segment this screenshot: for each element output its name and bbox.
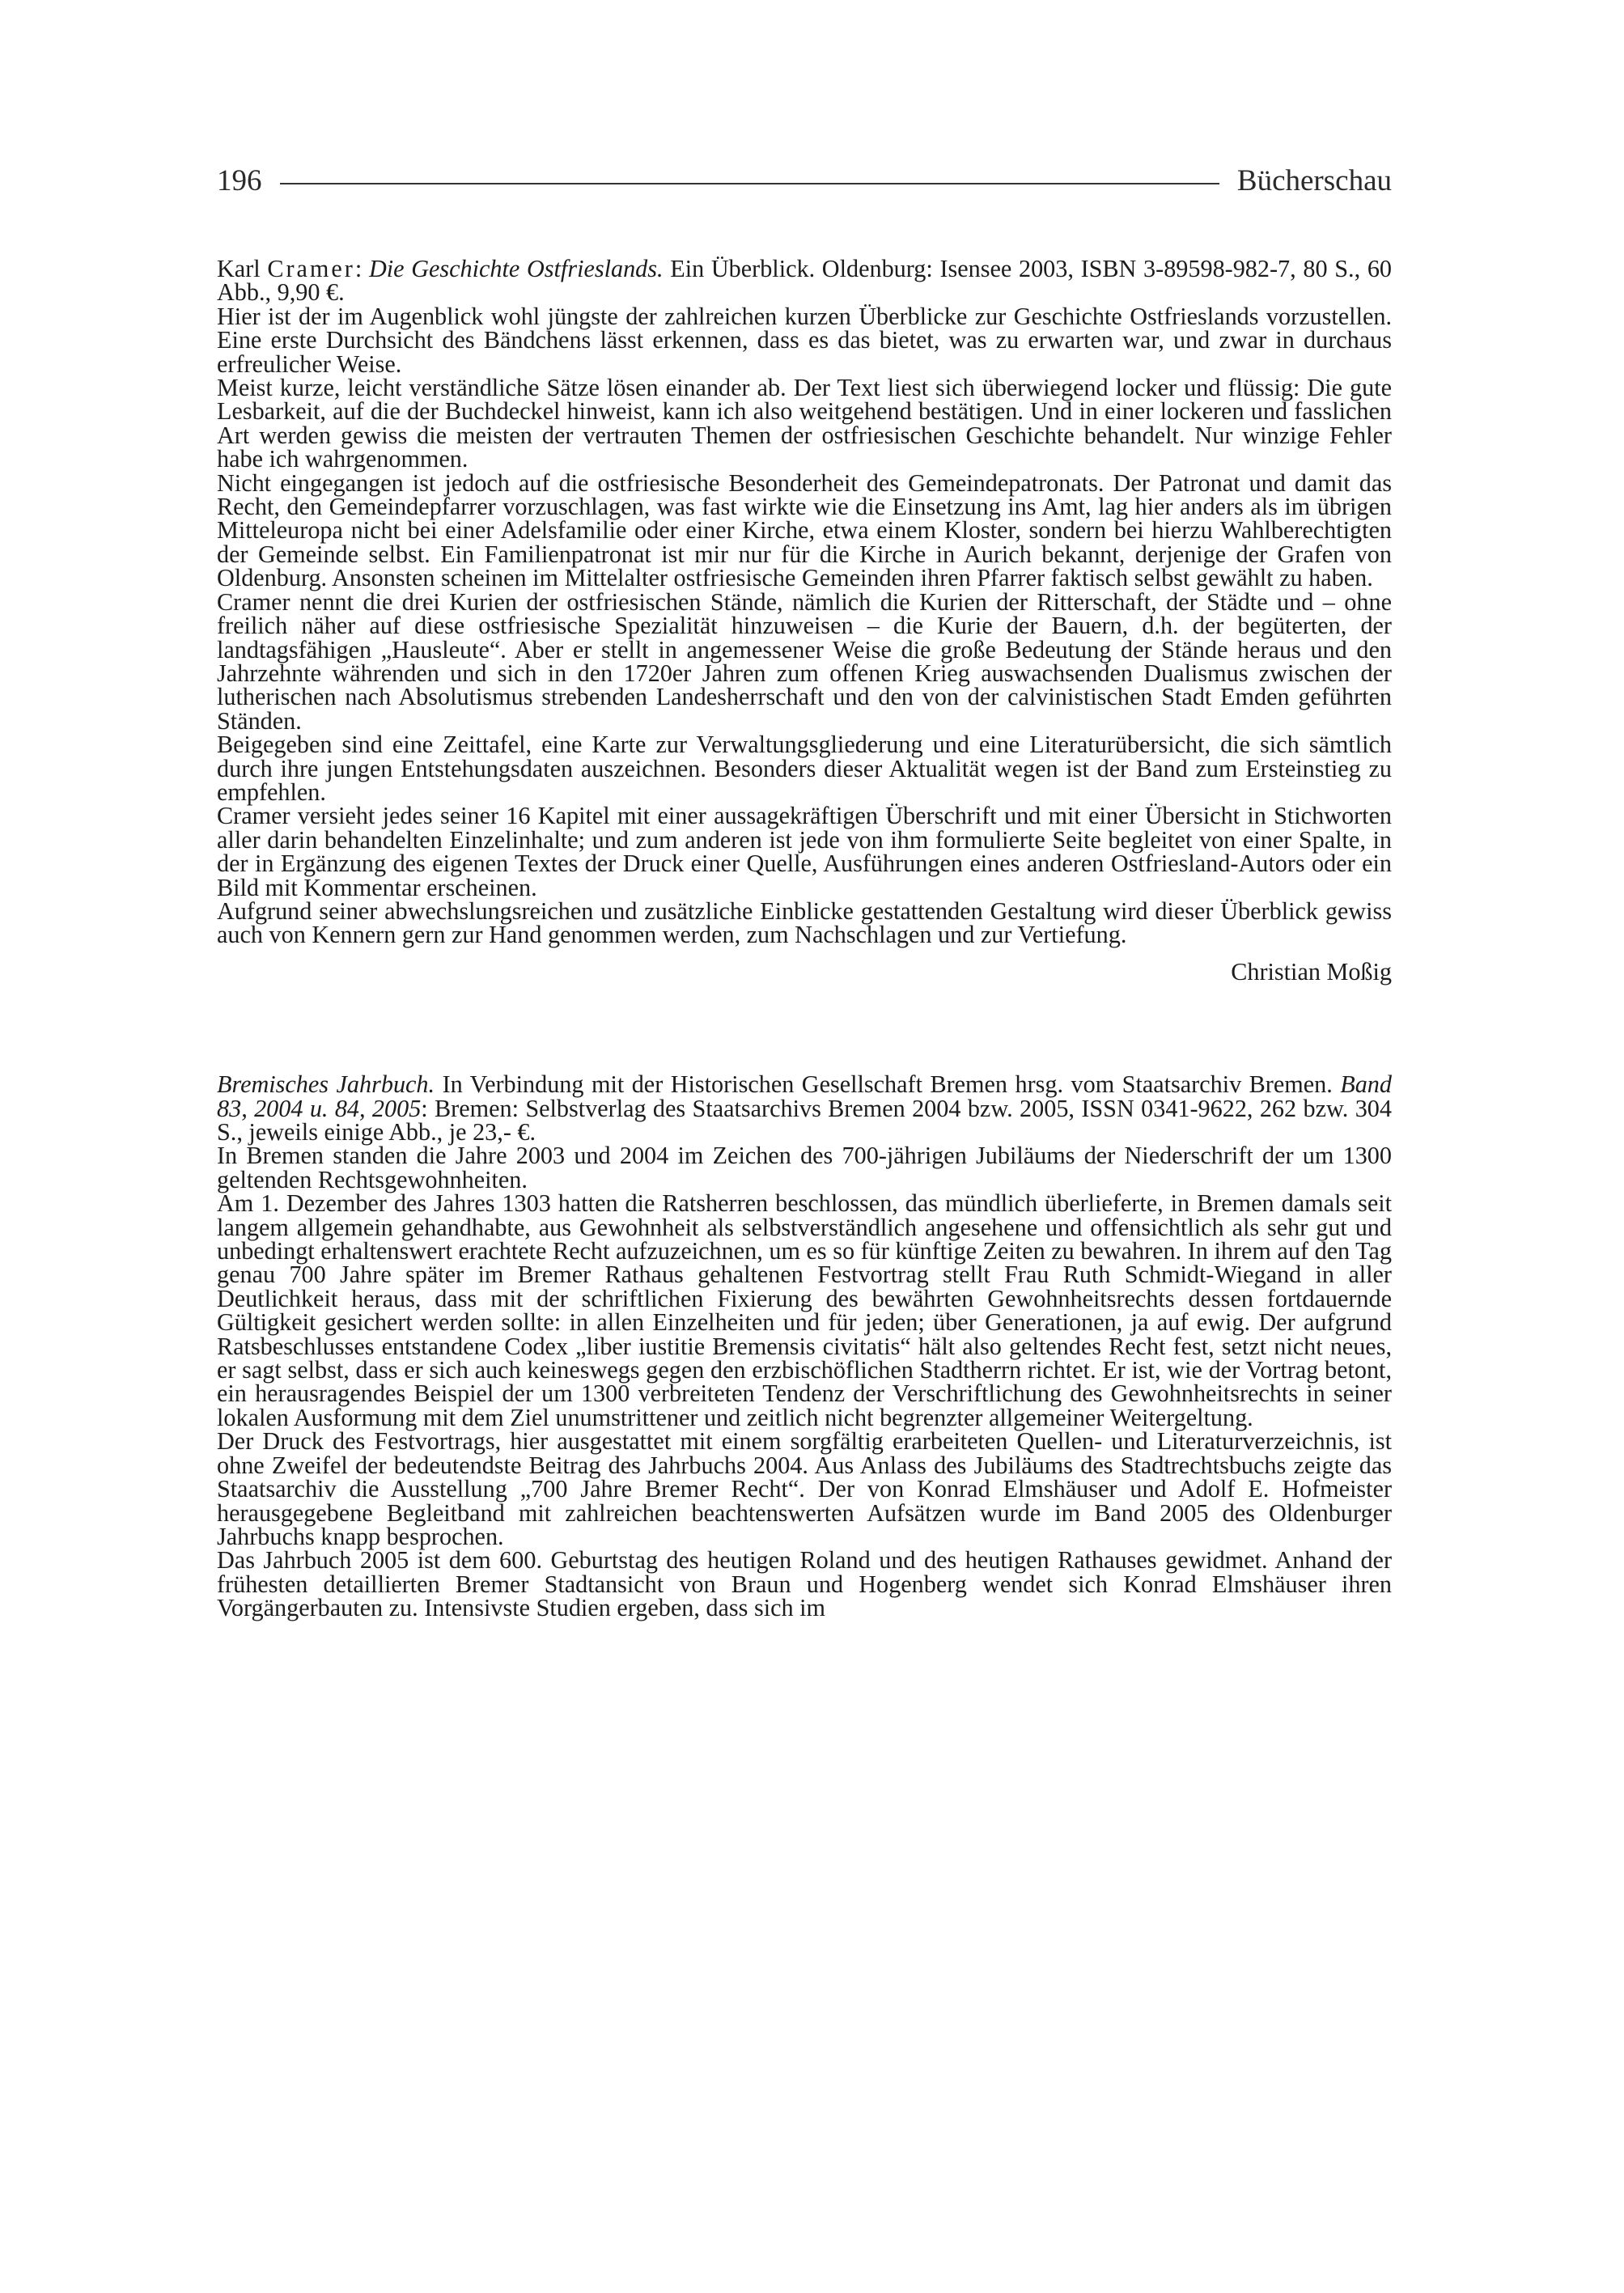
volume-info: Band 83, 2004 u. 84, 2005 [217,1070,1392,1122]
page-body [217,257,1392,1621]
review-bremisches-jahrbuch [217,1070,1392,1622]
header-rule [280,183,1219,184]
review-paragraph: Am 1. Dezember des Jahres 1303 hatten die Ratsherren beschlossen, das mündlich überlieferte, in Bremen damals seit langem allgemein gehandhabte, aus Gewohnheit als selbstverständlich angesehene und offensichtlich als sehr gut und unbedingt erhaltenswert erachtete Recht aufzuzeichnen, um es so für künftige Zeiten zu bewahren. In ihrem auf den Tag genau 700 Jahre später im Bremer Rathaus gehaltenen Festvortrag stellt Frau Ruth Schmidt-Wiegand in aller Deutlichkeit heraus, dass mit der schriftlichen Fixierung des bewährten Gewohnheitsrechts dessen fortdauernde Gültigkeit gesichert werden sollte: in allen Einzelheiten und für jeden; über Generationen, ja auf ewig. Der aufgrund Ratsbeschlusses entstandene Codex „liber iustitie Bremensis civitatis“ hält also geltendes Recht fest, setzt nicht neues, er sagt selbst, dass er sich auch keineswegs gegen den erzbischöflichen Stadtherrn richtet. Er ist, wie der Vortrag betont, ein herausragendes Beispiel der um 1300 verbreiteten Tendenz der Verschriftlichung des Gewohnheitsrechts in seiner lokalen Ausformung mit dem Ziel unumstrittener und zeitlich nicht begrenzter allgemeiner Weitergeltung. [217,1189,1392,1431]
review-citation [217,1070,1392,1146]
review-paragraph: Aufgrund seiner abwechslungsreichen und zusätzliche Einblicke gestattenden Gestaltung wird dieser Überblick gewiss auch von Kennern gern zur Hand genommen werden, zum Nachschlagen und zur Vertiefung. [217,896,1392,949]
review-paragraph: In Bremen standen die Jahre 2003 und 2004 im Zeichen des 700-jährigen Jubiläums der Niederschrift der um 1300 geltenden Rechtsgewohnheiten. [217,1142,1392,1193]
review-paragraph: Das Jahrbuch 2005 ist dem 600. Geburtstag des heutigen Roland und des heutigen Rathauses gewidmet. Anhand der frühesten detaillierten Bremer Stadtansicht von Braun und Hogenberg wendet sich Konrad Elmshäuser ihren Vorgängerbauten zu. Intensivste Studien ergeben, dass sich im [217,1546,1392,1622]
author-first-name: Karl [217,255,261,282]
review-cramer [217,257,1392,984]
book-title: Die Geschichte Ostfrieslands. [368,255,664,282]
page-number: 196 [217,164,262,197]
review-paragraph: Cramer versieht jedes seiner 16 Kapitel mit einer aussagekräftigen Überschrift und mit einer Übersicht in Stichworten aller darin behandelten Einzelinhalte; und zum anderen ist jede von ihm formulierte Seite begleitet von einer Spalte, in der in Ergänzung des eigenen Textes der Druck einer Quelle, Ausführungen eines anderen Ostfriesland-Autors oder ein Bild mit Kommentar erscheinen. [217,802,1392,901]
review-paragraph: Nicht eingegangen ist jedoch auf die ostfriesische Besonderheit des Gemeindepatronats. Der Patronat und damit das Recht, den Gemeindepfarrer vorzuschlagen, was fast wirkte wie die Einsetzung ins Amt, lag hier anders als im übrigen Mitteleuropa nicht bei einer Adelsfamilie oder einer Kirche, etwa einem Kloster, sondern bei hierzu Wahlberechtigten der Gemeinde selbst. Ein Familienpatronat ist mir nur für die Kirche in Aurich bekannt, derjenige der Grafen von Oldenburg. Ansonsten scheinen im Mittelalter ostfriesische Gemeinden ihren Pfarrer faktisch selbst gewählt zu haben. [217,468,1392,592]
review-paragraph: Beigegeben sind eine Zeittafel, eine Karte zur Verwaltungsgliederung und eine Literaturübersicht, die sich sämtlich durch ihre jungen Entstehungsdaten auszeichnen. Besonders dieser Aktualität wegen ist der Band zum Ersteinstieg zu empfehlen. [217,731,1392,806]
author-last-name: Cramer [267,255,355,282]
review-paragraph: Der Druck des Festvortrags, hier ausgestattet mit einem sorgfältig erarbeiteten Quellen- und Literaturverzeichnis, ist ohne Zweifel der bedeutendste Beitrag des Jahrbuchs 2004. Aus Anlass des Jubiläums des Stadtrechtsbuchs zeigte das Staatsarchiv die Ausstellung „700 Jahre Bremer Recht“. Der von Konrad Elmshäuser und Adolf E. Hofmeister herausgegebene Begleitband mit zahlreichen beachtenswerten Aufsätzen wurde im Band 2005 des Oldenburger Jahrbuchs knapp besprochen. [217,1427,1392,1550]
publisher-details: : Bremen: Selbstverlag des Staatsarchivs Bremen 2004 bzw. 2005, ISSN 0341-9622, 262 bzw. 304 S., jeweils einige Abb., je 23,- €. [217,1094,1392,1146]
review-paragraph: Meist kurze, leicht verständliche Sätze lösen einander ab. Der Text liest sich überwiegend locker und flüssig: Die gute Lesbarkeit, auf die der Buchdeckel hinweist, kann ich also weitgehend bestätigen. Und in einer lockeren und fasslichen Art werden gewiss die meisten der vertrauten Themen der ostfriesischen Geschichte behandelt. Nur winzige Fehler habe ich wahrgenommen. [217,374,1392,473]
bibliographic-details: Ein Überblick. Oldenburg: Isensee 2003, ISBN 3-89598-982-7, 80 S., 60 Abb., 9,90 €. [217,255,1393,307]
running-header [217,163,1392,198]
review-paragraph: Hier ist der im Augenblick wohl jüngste der zahlreichen kurzen Überblicke zur Geschichte Ostfrieslands vorzustellen. Eine erste Durchsicht des Bändchens lässt erkennen, dass es das bietet, was zu erwarten war, und zwar in durchaus erfreulicher Weise. [217,302,1392,378]
review-paragraph: Cramer nennt die drei Kurien der ostfriesischen Stände, nämlich die Kurien der Ritterschaft, der Städte und – ohne freilich näher auf diese ostfriesische Spezialität hinzuweisen – die Kurie der Bauern, d.h. der begüterten, der landtagsfähigen „Hausleute“. Aber er stellt in angemessener Weise die große Bedeutung der Stände heraus und den Jahrzehnte währenden und sich in den 1720er Jahren zum offenen Krieg auswachsenden Dualismus zwischen der lutherischen nach Absolutismus strebenden Landesherrschaft und den von der calvinistischen Stadt Emden geführten Ständen. [217,587,1392,735]
review-citation [217,257,1392,305]
reviewer-signature: Christian Moßig [1231,957,1392,985]
bibliographic-details: In Verbindung mit der Historischen Gesellschaft Bremen hrsg. vom Staatsarchiv Bremen. [442,1070,1333,1099]
section-title: Bücherschau [1236,164,1392,197]
citation-colon: : [354,255,363,282]
book-title: Bremisches Jahrbuch. [217,1070,435,1099]
